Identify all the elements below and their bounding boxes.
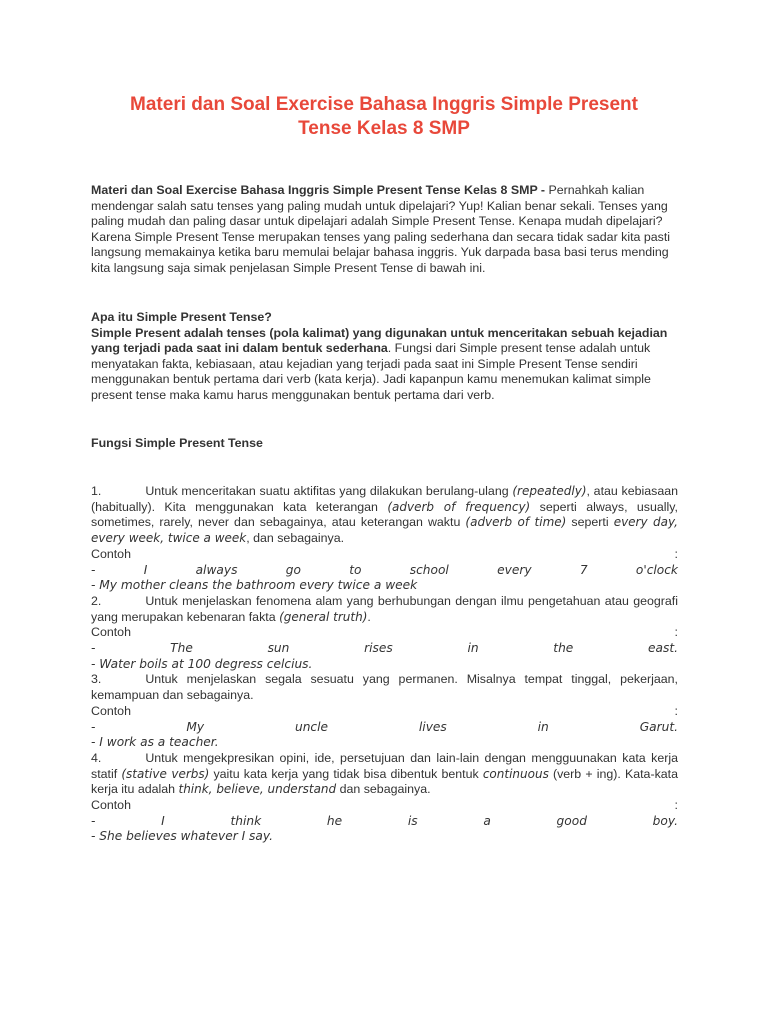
title-line-1: Materi dan Soal Exercise Bahasa Inggris Simple Present xyxy=(130,94,638,115)
list-item-number: 3. xyxy=(91,672,102,687)
item-text: Untuk menjelaskan segala sesuatu yang permanen. Misalnya tempat tinggal, pekerjaan, kemampuan dan sebagainya. xyxy=(91,672,678,703)
example-line xyxy=(91,720,678,736)
item-italic: continuous xyxy=(482,766,549,781)
example-line: - She believes whatever I say. xyxy=(91,829,274,844)
contoh-colon: : xyxy=(674,703,678,718)
item-text: Untuk menjelaskan fenomena alam yang berhubungan dengan ilmu pengetahuan atau geografi yang merupakan kebenaran fakta xyxy=(91,593,678,624)
example-dash: - xyxy=(91,719,96,734)
list-item xyxy=(91,594,678,673)
item-italic: (adverb of frequency) xyxy=(387,499,531,514)
example-text: I think he is a good boy. xyxy=(161,813,679,828)
definition-section xyxy=(91,310,681,404)
list-item-text xyxy=(91,751,678,798)
list-item-number: 1. xyxy=(91,484,102,498)
title-line-2: Tense Kelas 8 SMP xyxy=(298,118,470,139)
list-item xyxy=(91,751,678,845)
contoh-colon: : xyxy=(674,625,678,640)
example-label-row xyxy=(91,798,678,814)
item-text: seperti always, usually, sometimes, rarely, never dan sebagainya, atau keterangan waktu xyxy=(91,499,679,530)
example-dash: - xyxy=(91,813,96,828)
definition-text: . Fungsi dari Simple present tense adalah untuk menyatakan fakta, kebiasaan, atau kejadian yang terjadi pada saat ini Simple Present Tense sendiri menggunakan bentuk pertama dari verb (kata kerja). Jadi kapanpun kamu menemukan kalimat simple present tense maka kamu harus menggunakan bentuk pertama dari verb. xyxy=(91,341,651,402)
item-italic: (stative verbs) xyxy=(121,766,210,781)
definition-paragraph xyxy=(91,326,681,404)
example-line xyxy=(91,814,678,830)
example-text: I always go to school every 7 o'clock xyxy=(143,562,678,577)
contoh-colon: : xyxy=(674,798,678,813)
item-italic: (repeatedly) xyxy=(512,484,587,498)
fungsi-list xyxy=(91,484,678,845)
list-item-number: 4. xyxy=(91,750,102,765)
item-text: (verb + ing). Kata-kata kerja itu adalah xyxy=(91,766,678,797)
item-italic: (adverb of time) xyxy=(465,515,567,530)
example-label-row xyxy=(91,625,678,641)
example-line: - I work as a teacher. xyxy=(91,735,219,750)
item-text: dan sebagainya. xyxy=(336,782,431,797)
example-line: - Water boils at 100 degress celcius. xyxy=(91,656,313,671)
contoh-label: Contoh xyxy=(91,703,131,718)
list-item xyxy=(91,484,678,594)
page-title xyxy=(60,93,708,141)
example-line xyxy=(91,641,678,657)
fungsi-heading: Fungsi Simple Present Tense xyxy=(91,436,263,450)
example-dash: - xyxy=(91,641,96,656)
intro-paragraph xyxy=(91,183,681,277)
example-text: The sun rises in the east. xyxy=(170,641,679,656)
example-line xyxy=(91,563,678,579)
item-italic: every day, every week, twice a week xyxy=(91,515,678,546)
contoh-label: Contoh xyxy=(91,546,131,561)
contoh-colon: : xyxy=(674,546,678,561)
intro-text: Pernahkah kalian mendengar salah satu tenses yang paling mudah untuk dipelajari? Yup! Kalian benar sekali. Tenses yang paling mudah dan paling dasar untuk dipelajari adalah Simple Present Tense. Kenapa mudah dipelajari? Karena Simple Present Tense merupakan tenses yang paling sederhana dan secara tidak sadar kita pasti langsung memakainya ketika baru memulai belajar bahasa inggris. Yuk darpada basa basi terus mending kita langsung saja simak penjelasan Simple Present Tense di bawah ini. xyxy=(91,183,671,275)
list-item-number: 2. xyxy=(91,593,102,608)
item-text: , atau kebiasaan (habitually). Kita menggunakan kata keterangan xyxy=(91,484,678,514)
intro-bold-lead: Materi dan Soal Exercise Bahasa Inggris Simple Present Tense Kelas 8 SMP - xyxy=(91,183,549,197)
item-text: yaitu kata kerja yang tidak bisa dibentuk bentuk xyxy=(209,766,483,781)
item-text: . xyxy=(367,609,371,624)
example-label-row xyxy=(91,704,678,720)
list-item-text xyxy=(91,484,678,547)
item-text: Untuk mengekpresikan opini, ide, persetujuan dan lain-lain dengan mengguunakan kata kerja statif xyxy=(91,750,678,781)
item-italic: think, believe, understand xyxy=(178,782,337,797)
item-text: Untuk menceritakan suatu aktifitas yang dilakukan berulang-ulang xyxy=(145,484,513,498)
item-text: seperti xyxy=(566,515,614,530)
example-dash: - xyxy=(91,562,96,577)
definition-bold: Simple Present adalah tenses (pola kalimat) yang digunakan untuk menceritakan sebuah kejadian yang terjadi pada saat ini dalam bentuk sederhana xyxy=(91,325,668,356)
definition-heading: Apa itu Simple Present Tense? xyxy=(91,310,272,324)
list-item-text xyxy=(91,594,678,625)
contoh-label: Contoh xyxy=(91,798,131,813)
list-item-text xyxy=(91,672,678,703)
example-text: My uncle lives in Garut. xyxy=(186,719,678,734)
example-line: - My mother cleans the bathroom every twice a week xyxy=(91,578,418,593)
contoh-label: Contoh xyxy=(91,625,131,640)
example-label-row xyxy=(91,547,678,563)
item-italic: (general truth) xyxy=(279,609,368,624)
list-item xyxy=(91,672,678,751)
item-text: , dan sebagainya. xyxy=(246,531,345,546)
